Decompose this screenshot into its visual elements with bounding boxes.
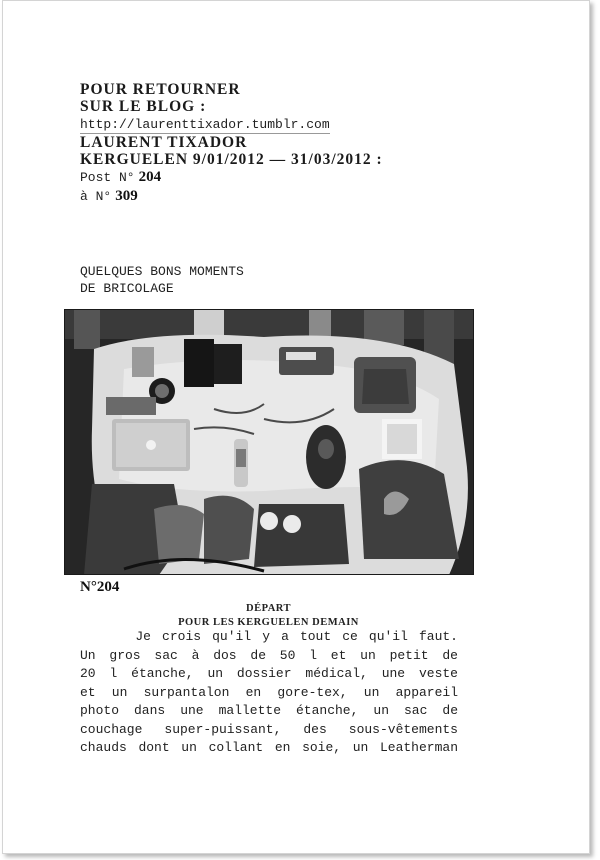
post-range-start-number: 204 [138, 169, 162, 185]
section-heading-line-1: QUELQUES BONS MOMENTS [80, 264, 244, 279]
post-body [80, 628, 458, 758]
post-body-line: Un gros sac à dos de 50 l et un petit de [80, 647, 458, 663]
section-heading-line-2: DE BRICOLAGE [80, 281, 174, 296]
section-heading [80, 263, 480, 297]
post-range-end-number: 309 [115, 188, 138, 204]
post-range-start-label: Post N° [80, 170, 135, 185]
post-title [80, 602, 457, 630]
post-title-line-2: POUR LES KERGUELEN DEMAIN [178, 617, 359, 628]
gear-photo-image [64, 309, 474, 575]
post-number: N°204 [80, 579, 120, 595]
post-body-line: 20 l étanche, un dossier médical, une veste [80, 666, 458, 681]
post-body-line: photo dans une mallette étanche, un sac de [80, 703, 458, 718]
header-line-1: POUR RETOURNER [80, 81, 241, 98]
page [2, 0, 590, 854]
blog-header [80, 81, 500, 206]
post-range-start [80, 168, 500, 187]
header-line-2: SUR LE BLOG : [80, 98, 207, 115]
post-range-end-label: à N° [80, 189, 112, 204]
gear-photo [64, 309, 474, 575]
post-body-line: et un surpantalon en gore-tex, un appareil [80, 684, 458, 700]
post-range-end [80, 187, 500, 206]
author-name: LAURENT TIXADOR [80, 134, 248, 151]
post-body-line: chauds dont un collant en soie, un Leatherman [80, 740, 458, 755]
blog-url-link[interactable]: http://laurenttixador.tumblr.com [80, 117, 330, 132]
post-body-line: couchage super-puissant, des sous-vêtements [80, 721, 458, 737]
expedition-dates: KERGUELEN 9/01/2012 — 31/03/2012 : [80, 151, 383, 168]
post-title-line-1: DÉPART [245, 603, 292, 614]
post-body-line: Je crois qu'il y a tout ce qu'il faut. [80, 629, 458, 644]
